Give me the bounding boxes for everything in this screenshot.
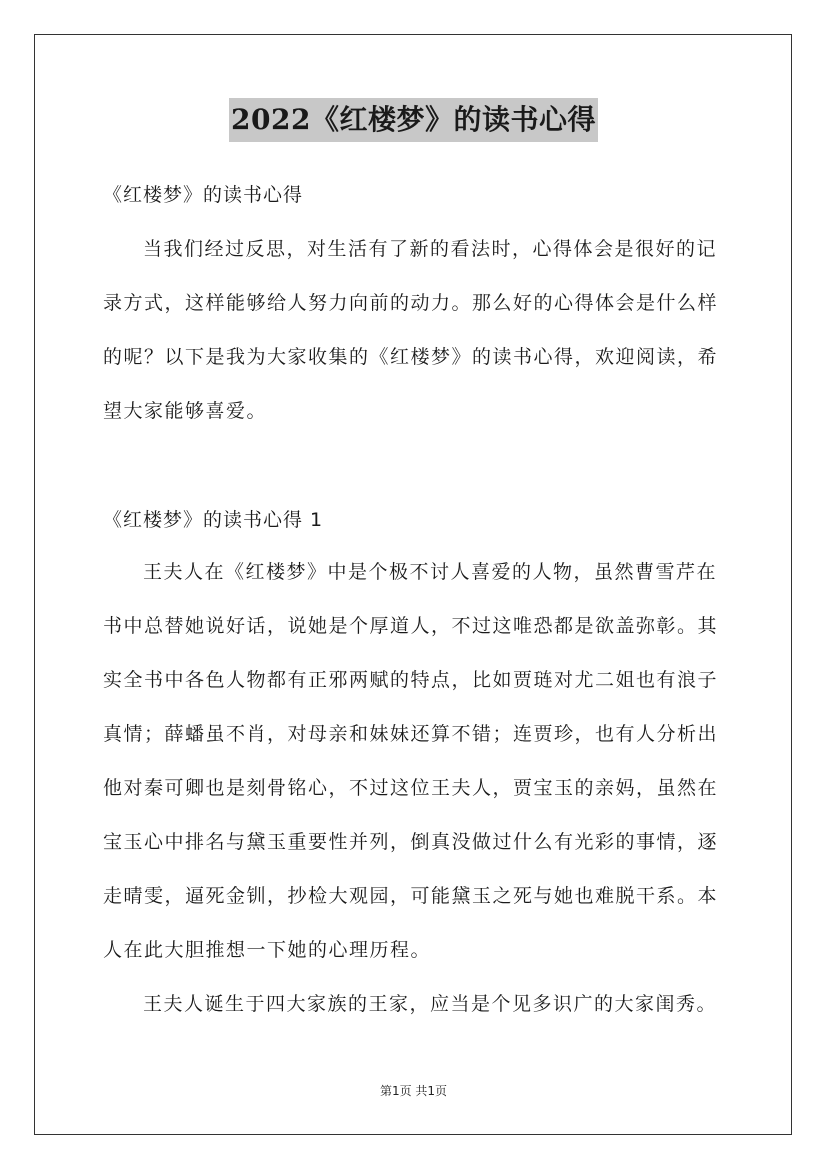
body-paragraph-2: 王夫人诞生于四大家族的王家，应当是个见多识广的大家闺秀。 (143, 993, 718, 1015)
page-footer: 第1页 共1页 (379, 1084, 448, 1098)
intro-paragraph: 当我们经过反思，对生活有了新的看法时，心得体会是很好的记录方式，这样能够给人努力向前的动力。那么好的心得体会是什么样的呢？以下是我为大家收集的《红楼梦》的读书心得，欢迎阅读，希望大家能够喜爱。 (103, 238, 719, 422)
document-title: 2022《红楼梦》的读书心得 (229, 98, 598, 142)
title-container (0, 98, 827, 142)
body-paragraph: 王夫人在《红楼梦》中是个极不讨人喜爱的人物，虽然曹雪芹在书中总替她说好话，说她是个厚道人，不过这唯恐都是欲盖弥彰。其实全书中各色人物都有正邪两赋的特点，比如贾琏对尤二姐也有浪子真情；薛蟠虽不肖，对母亲和妹妹还算不错；连贾珍，也有人分析出他对秦可卿也是刻骨铭心，不过这位王夫人，贾宝玉的亲妈，虽然在宝玉心中排名与黛玉重要性并列，倒真没做过什么有光彩的事情，逐走晴雯，逼死金钏，抄检大观园，可能黛玉之死与她也难脱干系。本人在此大胆推想一下她的心理历程。 (103, 561, 719, 961)
section-heading: 《红楼梦》的读书心得 (103, 184, 304, 206)
subsection-heading: 《红楼梦》的读书心得 1 (103, 509, 324, 531)
